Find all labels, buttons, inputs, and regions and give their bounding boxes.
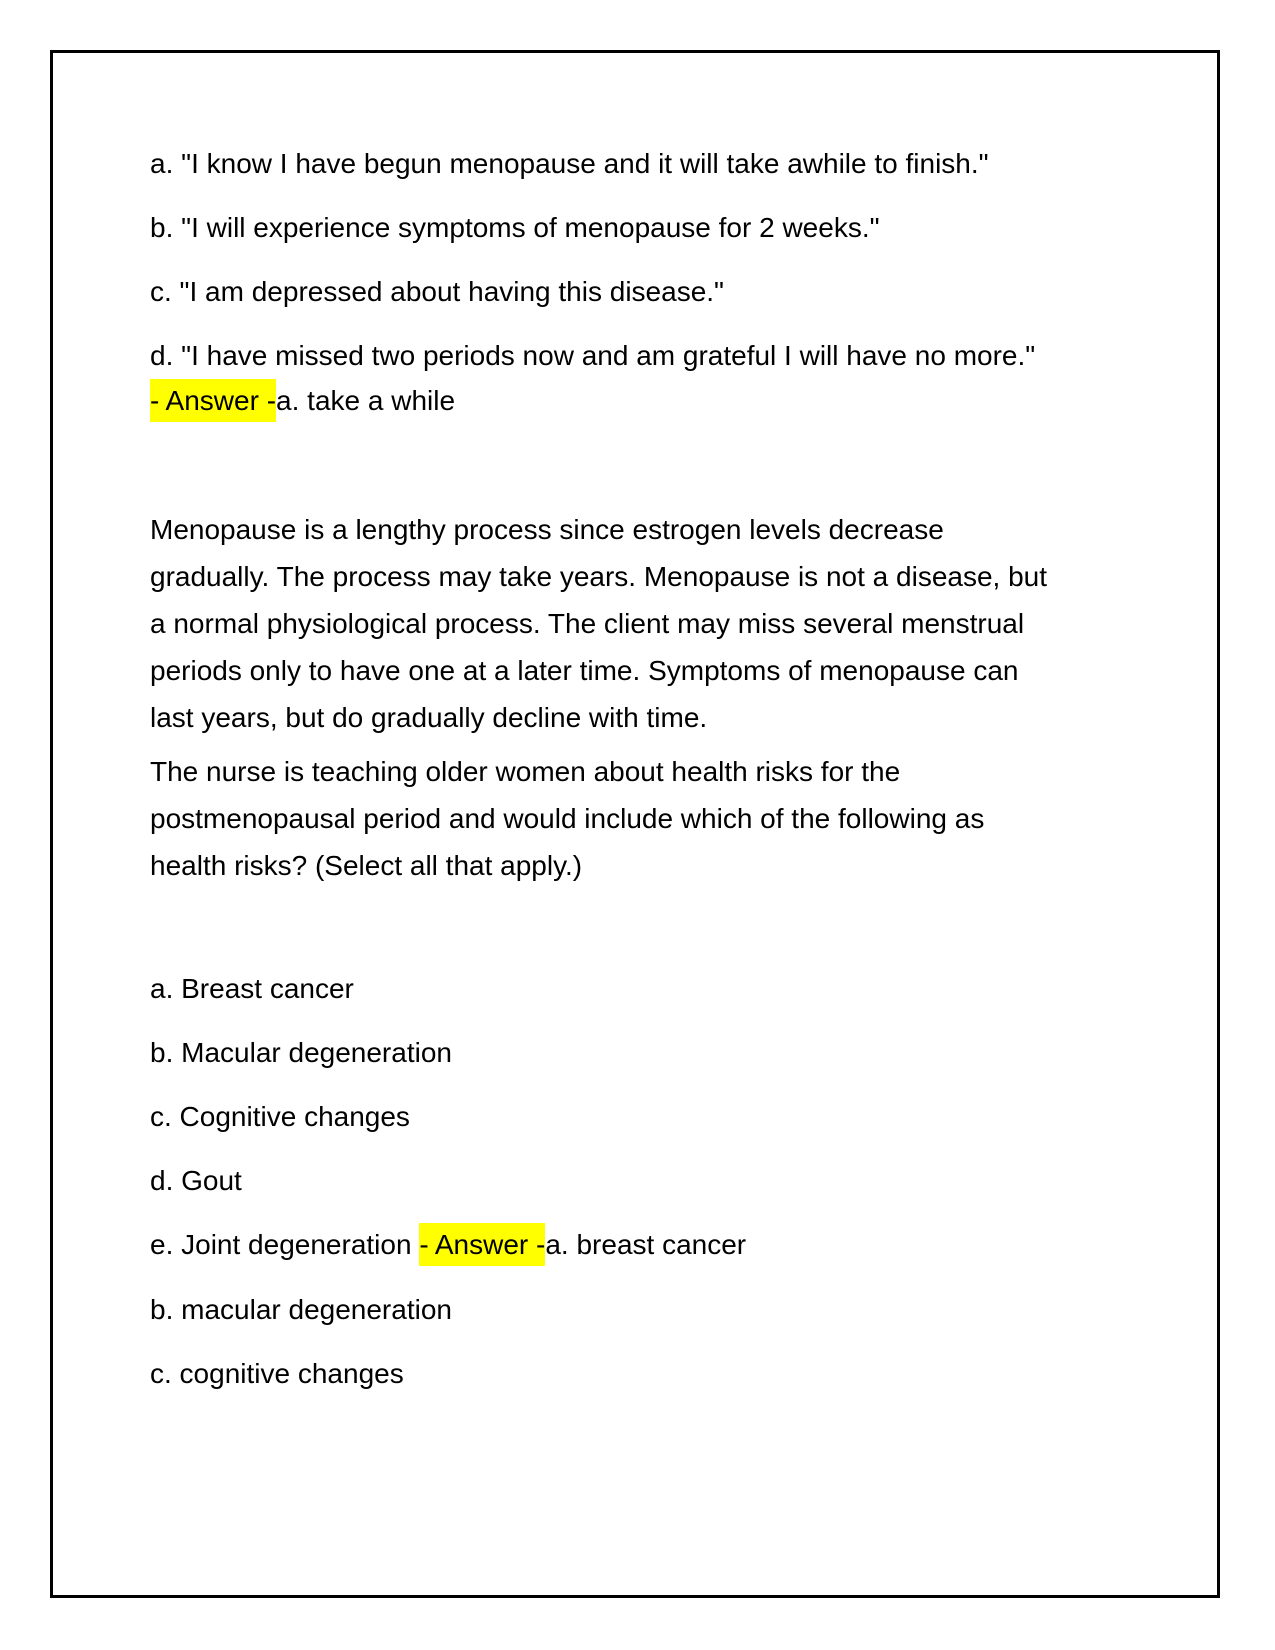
rationale-line: periods only to have one at a later time. Symptoms of menopause can — [150, 655, 1019, 686]
q2-answer-b: b. macular degeneration — [150, 1294, 452, 1325]
q2-stem — [150, 748, 1130, 889]
q1-option-b: b. "I will experience symptoms of menopause for 2 weeks." — [150, 212, 880, 243]
q2-option-e-answer-line — [150, 1228, 746, 1262]
q2-option-d: d. Gout — [150, 1165, 242, 1196]
q2-answer-first: a. breast cancer — [545, 1229, 747, 1260]
q1-option-c: c. "I am depressed about having this disease." — [150, 276, 724, 307]
q2-answer-c: c. cognitive changes — [150, 1358, 404, 1389]
q2-option-c: c. Cognitive changes — [150, 1101, 410, 1132]
q2-stem-line: health risks? (Select all that apply.) — [150, 850, 583, 881]
q1-answer-marker: - Answer - — [150, 379, 276, 422]
q1-option-a: a. "I know I have begun menopause and it will take awhile to finish." — [150, 148, 989, 179]
q2-stem-line: postmenopausal period and would include which of the following as — [150, 803, 985, 834]
rationale-line: a normal physiological process. The client may miss several menstrual — [150, 608, 1025, 639]
q2-option-a: a. Breast cancer — [150, 973, 354, 1004]
q1-rationale — [150, 506, 1130, 741]
q1-answer-line — [150, 384, 455, 418]
q1-option-d: d. "I have missed two periods now and am grateful I will have no more." — [150, 340, 1036, 371]
q2-answer-marker: - Answer - — [419, 1223, 545, 1266]
q1-answer-text: a. take a while — [276, 385, 456, 416]
rationale-line: Menopause is a lengthy process since estrogen levels decrease — [150, 514, 944, 545]
q2-option-e: e. Joint degeneration — [150, 1229, 420, 1260]
q2-option-b: b. Macular degeneration — [150, 1037, 452, 1068]
rationale-line: last years, but do gradually decline with time. — [150, 702, 708, 733]
q2-stem-line: The nurse is teaching older women about health risks for the — [150, 756, 901, 787]
rationale-line: gradually. The process may take years. Menopause is not a disease, but — [150, 561, 1048, 592]
